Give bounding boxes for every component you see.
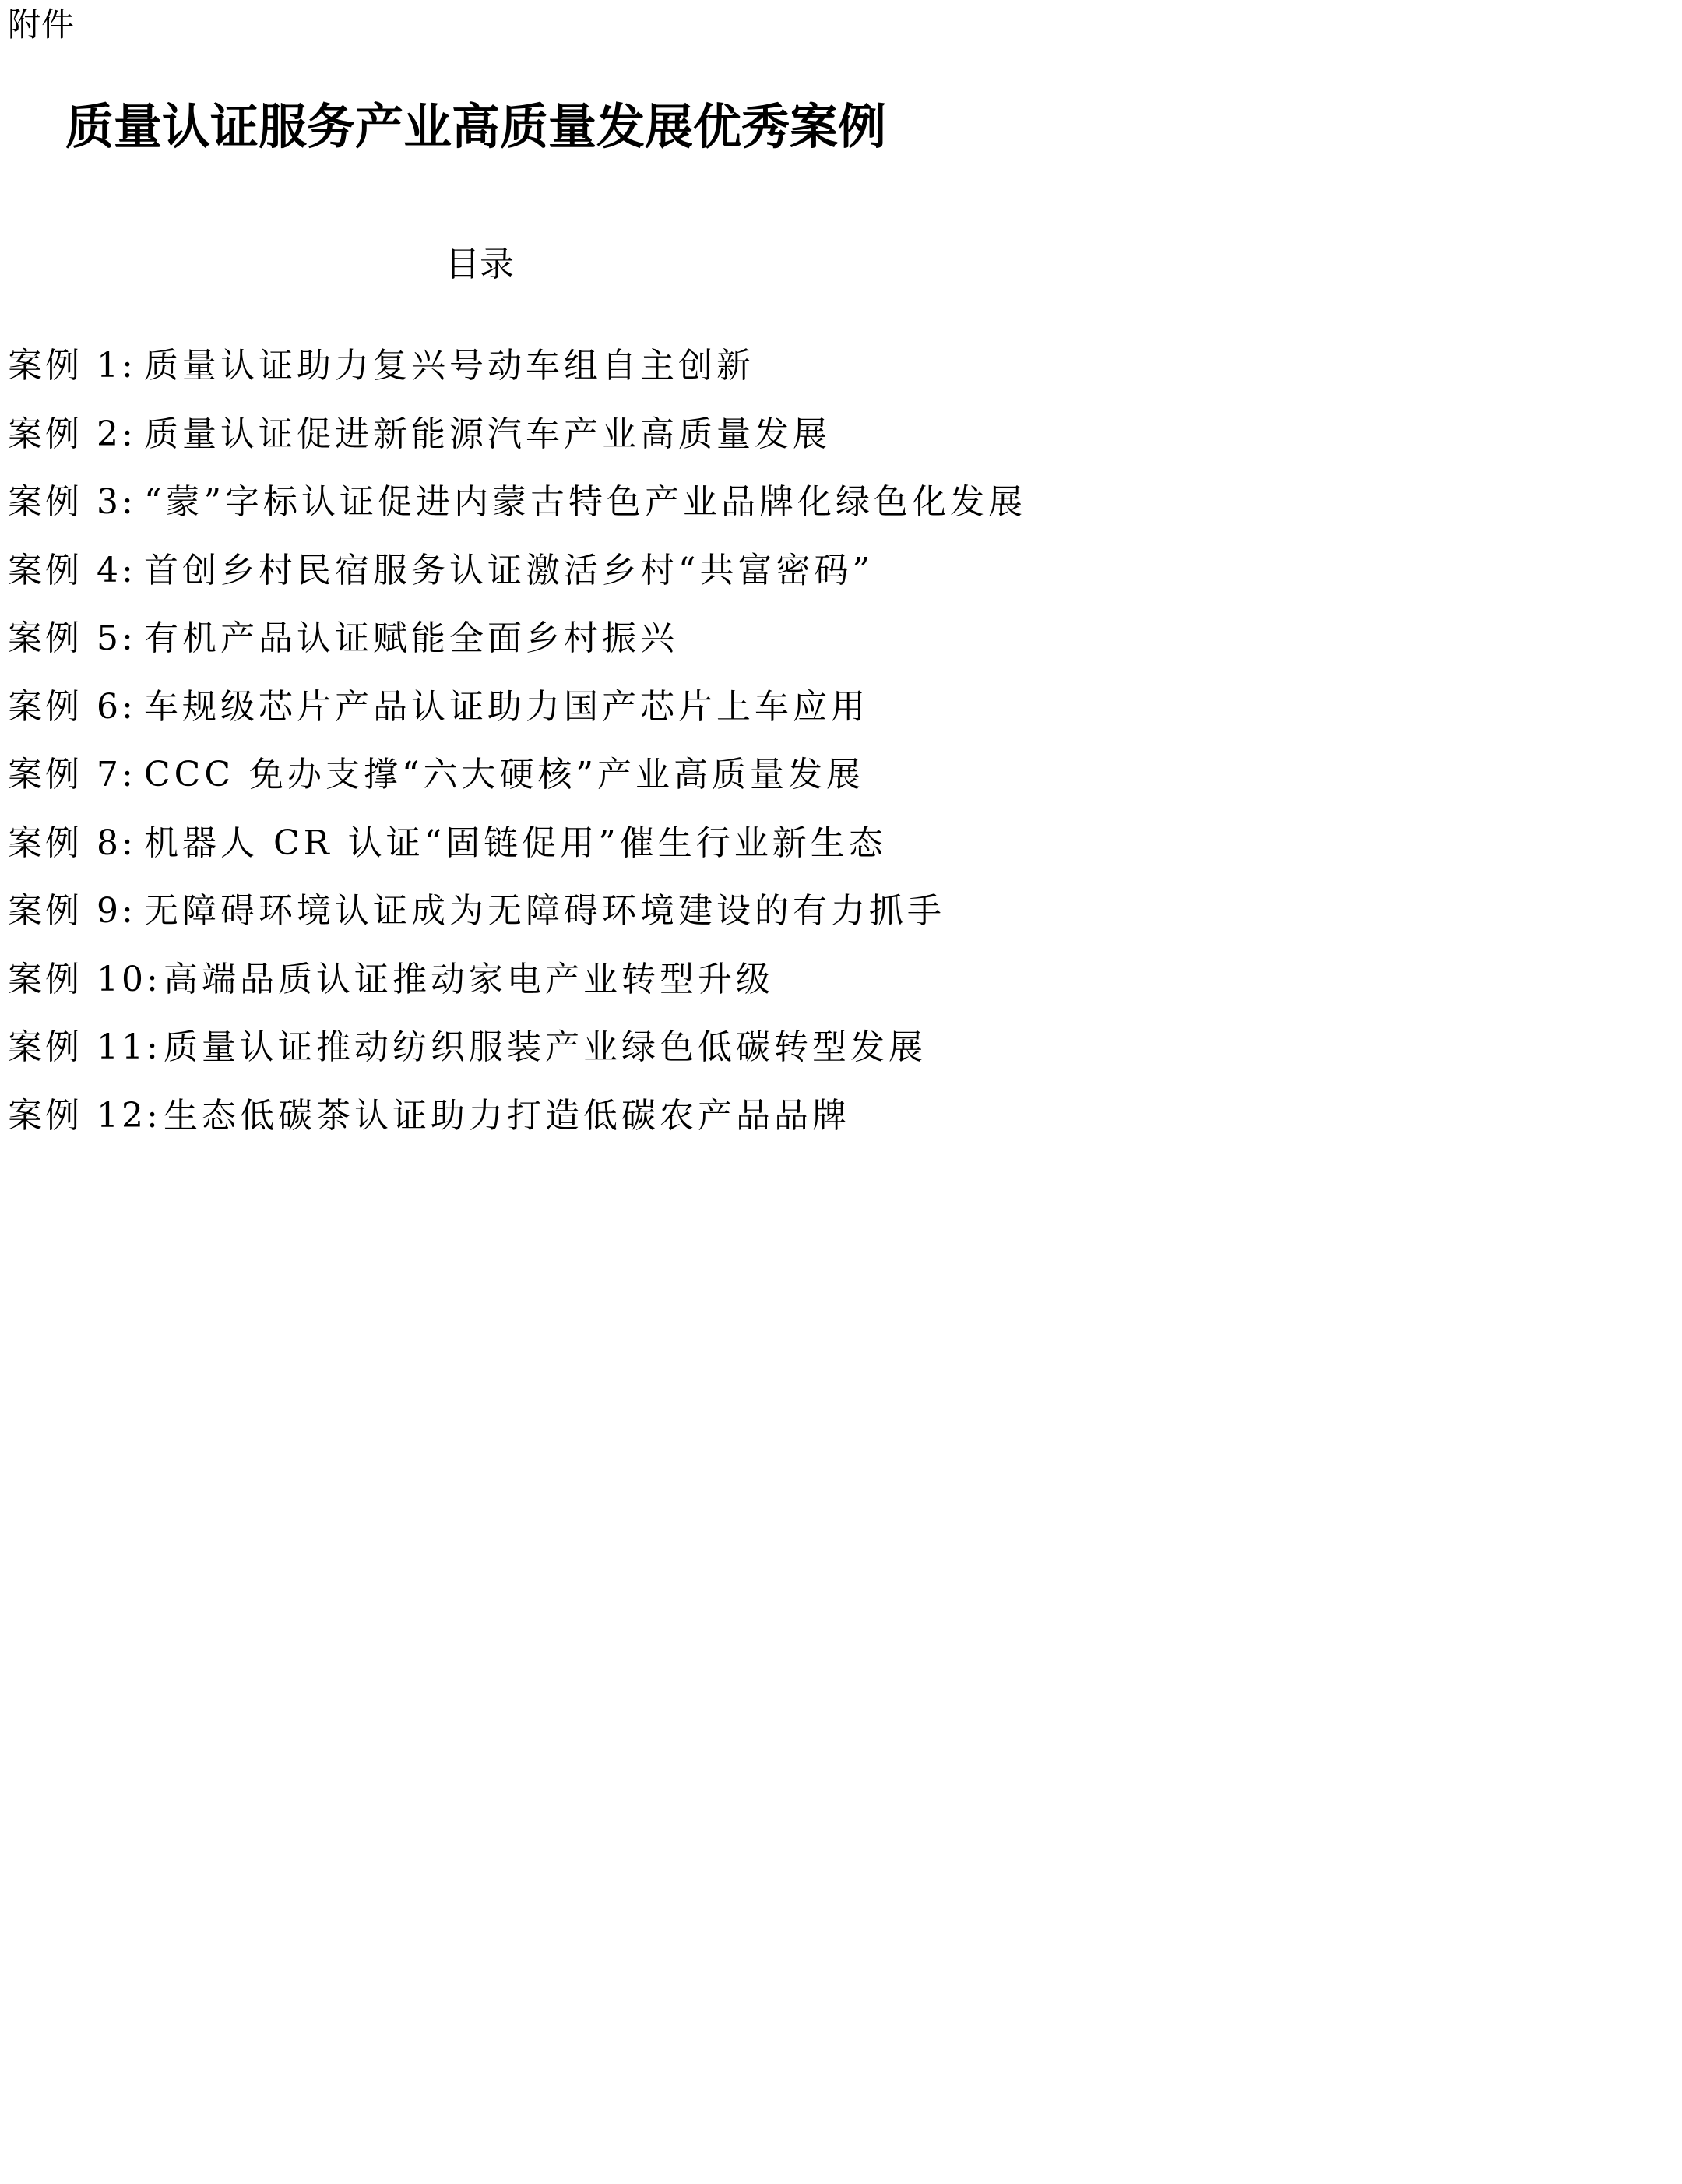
- document-page: [0, 0, 1026, 1212]
- case-number: 案例 8:: [8, 823, 136, 863]
- case-title: CCC 免办支撑“六大硬核”产业高质量发展: [144, 755, 864, 794]
- case-title: 首创乡村民宿服务认证激活乡村“共富密码”: [144, 550, 874, 590]
- case-title: 质量认证助力复兴号动车组自主创新: [144, 346, 755, 386]
- case-number: 案例 1:: [8, 346, 136, 386]
- case-title: 生态低碳茶认证助力打造低碳农产品品牌: [164, 1095, 850, 1136]
- case-number: 案例 6:: [8, 686, 136, 727]
- case-number: 案例 7:: [8, 755, 136, 794]
- toc-item-case-9: [8, 889, 1026, 958]
- toc-heading: 目录: [445, 245, 514, 284]
- toc-item-case-11: [8, 1026, 1026, 1094]
- case-title: 无障碍环境认证成为无障碍环境建设的有力抓手: [144, 891, 945, 931]
- toc-item-case-12: [8, 1094, 1026, 1163]
- case-number: 案例 11:: [8, 1027, 161, 1067]
- toc-item-case-3: [8, 481, 1026, 549]
- case-title: 高端品质认证推动家电产业转型升级: [164, 959, 774, 999]
- case-number: 案例 9:: [8, 891, 136, 931]
- toc-item-case-4: [8, 549, 1026, 618]
- case-number: 案例 5:: [8, 618, 136, 658]
- case-title: “蒙”字标认证促进内蒙古特色产业品牌化绿色化发展: [144, 482, 1026, 522]
- toc-item-case-7: [8, 753, 1026, 822]
- case-title: 有机产品认证赋能全面乡村振兴: [144, 618, 678, 658]
- toc-item-case-6: [8, 685, 1026, 754]
- case-number: 案例 2:: [8, 414, 136, 454]
- toc-item-case-10: [8, 958, 1026, 1027]
- toc-item-case-2: [8, 413, 1026, 481]
- toc-item-case-1: [8, 344, 1026, 413]
- case-title: 质量认证促进新能源汽车产业高质量发展: [144, 414, 831, 454]
- case-title: 车规级芯片产品认证助力国产芯片上车应用: [144, 686, 869, 727]
- case-number: 案例 12:: [8, 1095, 161, 1136]
- case-title: 质量认证推动纺织服装产业绿色低碳转型发展: [164, 1027, 927, 1067]
- toc-item-case-5: [8, 617, 1026, 685]
- toc-item-case-8: [8, 822, 1026, 890]
- attachment-label: 附件: [8, 5, 76, 44]
- table-of-contents: [8, 344, 1026, 1162]
- document-title: 质量认证服务产业高质量发展优秀案例: [65, 98, 886, 155]
- case-number: 案例 10:: [8, 959, 161, 999]
- case-number: 案例 3:: [8, 482, 136, 522]
- case-number: 案例 4:: [8, 550, 136, 590]
- case-title: 机器人 CR 认证“固链促用”催生行业新生态: [144, 823, 887, 863]
